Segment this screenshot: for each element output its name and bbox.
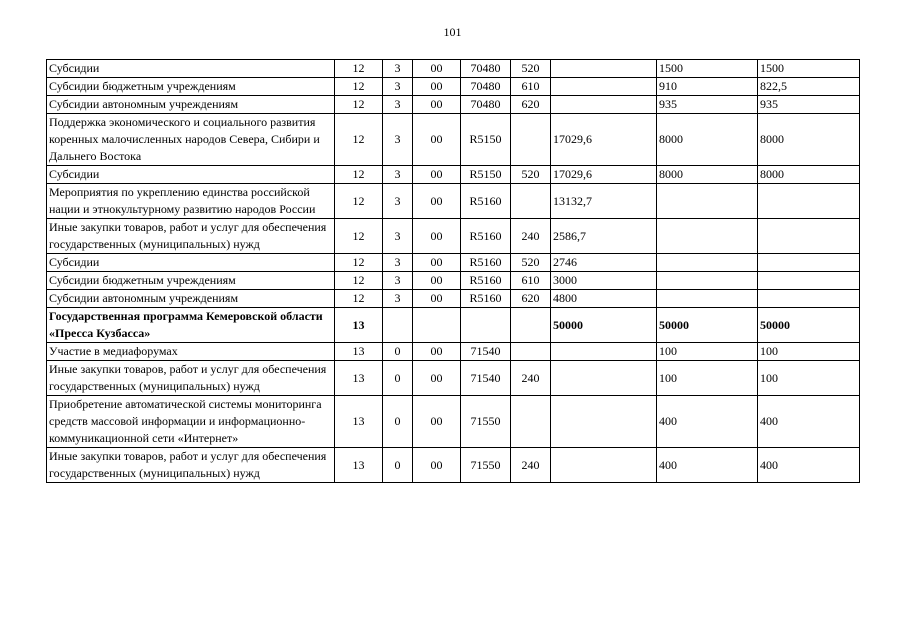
subsection-cell: 3 xyxy=(383,290,413,308)
subsection-cell: 3 xyxy=(383,60,413,78)
amount-year2-cell xyxy=(657,290,758,308)
section-cell: 12 xyxy=(335,290,383,308)
section-cell: 12 xyxy=(335,114,383,166)
subsection-cell xyxy=(383,308,413,343)
subsection-cell: 3 xyxy=(383,184,413,219)
amount-year2-cell: 400 xyxy=(657,396,758,448)
subsection-cell: 3 xyxy=(383,78,413,96)
amount-year3-cell: 1500 xyxy=(758,60,860,78)
expense-type-cell: 610 xyxy=(511,272,551,290)
table-row xyxy=(47,78,860,96)
section-cell: 12 xyxy=(335,78,383,96)
target-code-cell: R5160 xyxy=(461,219,511,254)
group-cell: 00 xyxy=(413,78,461,96)
group-cell: 00 xyxy=(413,343,461,361)
section-cell: 12 xyxy=(335,166,383,184)
subsection-cell: 3 xyxy=(383,96,413,114)
amount-year3-cell xyxy=(758,290,860,308)
section-cell: 12 xyxy=(335,96,383,114)
amount-year3-cell: 400 xyxy=(758,448,860,483)
amount-year1-cell: 4800 xyxy=(551,290,657,308)
amount-year1-cell: 50000 xyxy=(551,308,657,343)
group-cell: 00 xyxy=(413,361,461,396)
amount-year3-cell: 400 xyxy=(758,396,860,448)
subsection-cell: 0 xyxy=(383,448,413,483)
amount-year3-cell: 50000 xyxy=(758,308,860,343)
group-cell: 00 xyxy=(413,96,461,114)
target-code-cell: 71550 xyxy=(461,396,511,448)
expense-type-cell: 240 xyxy=(511,219,551,254)
section-cell: 13 xyxy=(335,448,383,483)
target-code-cell: R5150 xyxy=(461,166,511,184)
target-code-cell: 71540 xyxy=(461,343,511,361)
group-cell: 00 xyxy=(413,448,461,483)
row-name-cell: Иные закупки товаров, работ и услуг для обеспечения государственных (муниципальных) нужд xyxy=(47,219,335,254)
subsection-cell: 3 xyxy=(383,272,413,290)
amount-year2-cell: 935 xyxy=(657,96,758,114)
subsection-cell: 0 xyxy=(383,343,413,361)
expense-type-cell: 620 xyxy=(511,96,551,114)
row-name-cell: Приобретение автоматической системы мониторинга средств массовой информации и информационно-коммуникационной сети «Интернет» xyxy=(47,396,335,448)
expense-type-cell: 240 xyxy=(511,448,551,483)
target-code-cell: R5160 xyxy=(461,290,511,308)
section-cell: 13 xyxy=(335,396,383,448)
target-code-cell: 70480 xyxy=(461,60,511,78)
target-code-cell: R5160 xyxy=(461,184,511,219)
amount-year2-cell: 8000 xyxy=(657,166,758,184)
amount-year3-cell: 100 xyxy=(758,343,860,361)
amount-year2-cell: 1500 xyxy=(657,60,758,78)
table-row xyxy=(47,60,860,78)
amount-year2-cell: 400 xyxy=(657,448,758,483)
amount-year1-cell: 2746 xyxy=(551,254,657,272)
amount-year2-cell xyxy=(657,254,758,272)
row-name-cell: Субсидии xyxy=(47,166,335,184)
row-name-cell: Поддержка экономического и социального развития коренных малочисленных народов Севера, Сибири и Дальнего Востока xyxy=(47,114,335,166)
table-row xyxy=(47,184,860,219)
group-cell: 00 xyxy=(413,272,461,290)
table-row xyxy=(47,290,860,308)
section-cell: 12 xyxy=(335,219,383,254)
table-row xyxy=(47,272,860,290)
amount-year3-cell xyxy=(758,272,860,290)
row-name-cell: Иные закупки товаров, работ и услуг для обеспечения государственных (муниципальных) нужд xyxy=(47,448,335,483)
group-cell: 00 xyxy=(413,114,461,166)
amount-year1-cell xyxy=(551,448,657,483)
group-cell xyxy=(413,308,461,343)
group-cell: 00 xyxy=(413,290,461,308)
table-row xyxy=(47,361,860,396)
amount-year2-cell: 50000 xyxy=(657,308,758,343)
target-code-cell: R5160 xyxy=(461,254,511,272)
amount-year1-cell xyxy=(551,96,657,114)
section-cell: 13 xyxy=(335,343,383,361)
page-number: 101 xyxy=(443,25,462,39)
amount-year1-cell: 2586,7 xyxy=(551,219,657,254)
amount-year1-cell: 3000 xyxy=(551,272,657,290)
row-name-cell: Субсидии бюджетным учреждениям xyxy=(47,272,335,290)
amount-year3-cell: 822,5 xyxy=(758,78,860,96)
amount-year1-cell: 17029,6 xyxy=(551,166,657,184)
target-code-cell: 70480 xyxy=(461,96,511,114)
subsection-cell: 3 xyxy=(383,114,413,166)
row-name-cell: Иные закупки товаров, работ и услуг для обеспечения государственных (муниципальных) нужд xyxy=(47,361,335,396)
row-name-cell: Государственная программа Кемеровской области «Пресса Кузбасса» xyxy=(47,308,335,343)
amount-year1-cell: 17029,6 xyxy=(551,114,657,166)
expense-type-cell: 620 xyxy=(511,290,551,308)
subsection-cell: 3 xyxy=(383,254,413,272)
group-cell: 00 xyxy=(413,60,461,78)
amount-year1-cell xyxy=(551,396,657,448)
table-row xyxy=(47,219,860,254)
amount-year1-cell xyxy=(551,343,657,361)
table-row xyxy=(47,448,860,483)
expense-type-cell: 610 xyxy=(511,78,551,96)
expense-type-cell: 520 xyxy=(511,254,551,272)
amount-year1-cell xyxy=(551,361,657,396)
row-name-cell: Субсидии автономным учреждениям xyxy=(47,96,335,114)
group-cell: 00 xyxy=(413,219,461,254)
amount-year3-cell: 100 xyxy=(758,361,860,396)
expense-type-cell: 520 xyxy=(511,60,551,78)
table-row xyxy=(47,396,860,448)
group-cell: 00 xyxy=(413,166,461,184)
amount-year3-cell xyxy=(758,184,860,219)
row-name-cell: Субсидии xyxy=(47,60,335,78)
table-row xyxy=(47,343,860,361)
amount-year2-cell: 8000 xyxy=(657,114,758,166)
table-row xyxy=(47,114,860,166)
amount-year2-cell: 100 xyxy=(657,343,758,361)
amount-year1-cell xyxy=(551,60,657,78)
target-code-cell xyxy=(461,308,511,343)
expense-type-cell xyxy=(511,114,551,166)
row-name-cell: Субсидии бюджетным учреждениям xyxy=(47,78,335,96)
amount-year3-cell: 935 xyxy=(758,96,860,114)
target-code-cell: 71550 xyxy=(461,448,511,483)
group-cell: 00 xyxy=(413,254,461,272)
expense-type-cell: 240 xyxy=(511,361,551,396)
section-cell: 13 xyxy=(335,361,383,396)
target-code-cell: 70480 xyxy=(461,78,511,96)
table-row xyxy=(47,254,860,272)
section-cell: 12 xyxy=(335,272,383,290)
amount-year2-cell: 100 xyxy=(657,361,758,396)
row-name-cell: Мероприятия по укреплению единства российской нации и этнокультурному развитию народов России xyxy=(47,184,335,219)
amount-year1-cell: 13132,7 xyxy=(551,184,657,219)
expense-type-cell xyxy=(511,308,551,343)
table-row xyxy=(47,308,860,343)
table-row xyxy=(47,96,860,114)
expense-type-cell: 520 xyxy=(511,166,551,184)
target-code-cell: R5150 xyxy=(461,114,511,166)
subsection-cell: 3 xyxy=(383,219,413,254)
table-row xyxy=(47,166,860,184)
target-code-cell: R5160 xyxy=(461,272,511,290)
amount-year3-cell xyxy=(758,219,860,254)
amount-year3-cell: 8000 xyxy=(758,114,860,166)
target-code-cell: 71540 xyxy=(461,361,511,396)
amount-year3-cell xyxy=(758,254,860,272)
group-cell: 00 xyxy=(413,184,461,219)
section-cell: 12 xyxy=(335,184,383,219)
row-name-cell: Субсидии xyxy=(47,254,335,272)
section-cell: 13 xyxy=(335,308,383,343)
row-name-cell: Участие в медиафорумах xyxy=(47,343,335,361)
amount-year3-cell: 8000 xyxy=(758,166,860,184)
section-cell: 12 xyxy=(335,254,383,272)
expense-type-cell xyxy=(511,343,551,361)
expense-type-cell xyxy=(511,396,551,448)
subsection-cell: 3 xyxy=(383,166,413,184)
subsection-cell: 0 xyxy=(383,396,413,448)
amount-year1-cell xyxy=(551,78,657,96)
subsection-cell: 0 xyxy=(383,361,413,396)
expense-type-cell xyxy=(511,184,551,219)
section-cell: 12 xyxy=(335,60,383,78)
budget-table xyxy=(46,59,860,483)
amount-year2-cell xyxy=(657,184,758,219)
amount-year2-cell: 910 xyxy=(657,78,758,96)
amount-year2-cell xyxy=(657,219,758,254)
amount-year2-cell xyxy=(657,272,758,290)
row-name-cell: Субсидии автономным учреждениям xyxy=(47,290,335,308)
group-cell: 00 xyxy=(413,396,461,448)
